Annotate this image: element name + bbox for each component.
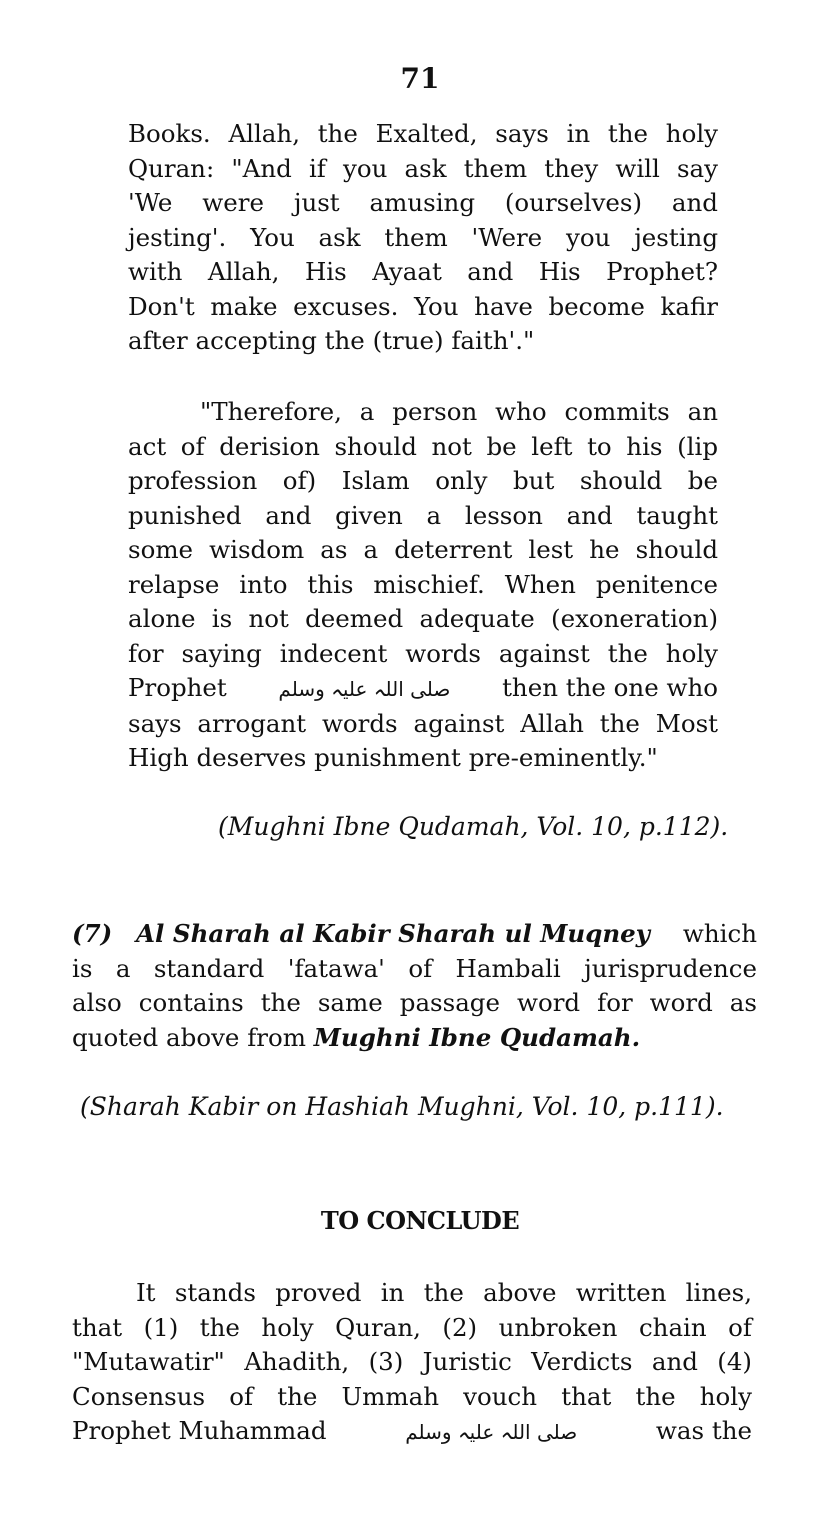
text-fragment: Prophet (128, 673, 227, 702)
page-number: 71 (400, 62, 440, 95)
text-line: profession of) Islam only but should be (128, 466, 718, 495)
citation-mughni: (Mughni Ibne Qudamah, Vol. 10, p.112). (218, 812, 729, 841)
text-line: "Therefore, a person who commits an (200, 397, 718, 426)
text-line: punished and given a lesson and taught (128, 500, 718, 530)
text-line: Don't make excuses. You have become kafir (128, 291, 718, 321)
text-line: some wisdom as a deterrent lest he should (128, 535, 718, 564)
item-7-title-line (72, 917, 757, 952)
paragraph-quran-quote (128, 117, 718, 359)
item-number: (7) (72, 919, 113, 948)
honorific-arabic: صلی اللہ علیہ وسلم (278, 677, 451, 701)
text-line: for saying indecent words against the holy (128, 638, 718, 668)
citation-sharah-kabir: (Sharah Kabir on Hashiah Mughni, Vol. 10, p.111). (80, 1092, 724, 1121)
text-line: Consensus of the Ummah vouch that the holy (72, 1381, 752, 1411)
text-line: jesting'. You ask them 'Were you jesting (128, 222, 718, 252)
text-line: High deserves punishment pre-eminently." (128, 743, 658, 772)
text-line: relapse into this mischief. When penitence (128, 569, 718, 599)
text-line: Quran: "And if you ask them they will say (128, 153, 718, 183)
text-line: after accepting the (true) faith'." (128, 326, 535, 355)
paragraph-conclusion (72, 1276, 752, 1450)
text-line: alone is not deemed adequate (exoneration) (128, 604, 718, 633)
item-7-heading (72, 917, 650, 952)
text-line: also contains the same passage word for word as (72, 988, 757, 1017)
honorific-arabic: صلی اللہ علیہ وسلم (405, 1420, 578, 1444)
text-line (72, 1021, 757, 1056)
prophet-line (128, 671, 718, 707)
source-title: Mughni Ibne Qudamah. (313, 1022, 641, 1052)
item-7-paragraph (72, 917, 757, 1055)
text-line: act of derision should not be left to his (lip (128, 431, 718, 461)
text-line: It stands proved in the above written lines, (136, 1278, 752, 1307)
text-line: 'We were just amusing (ourselves) and (128, 188, 718, 217)
prophet-line (72, 1414, 752, 1450)
section-heading: TO CONCLUDE (320, 1206, 520, 1235)
text-line: Books. Allah, the Exalted, says in the holy (128, 119, 718, 148)
item-title: Al Sharah al Kabir Sharah ul Muqney (136, 919, 650, 948)
paragraph-therefore (128, 395, 718, 776)
text-line: "Mutawatir" Ahadith, (3) Juristic Verdicts and (4) (72, 1347, 752, 1376)
text-fragment: was the (655, 1416, 752, 1445)
text-line: is a standard 'fatawa' of Hambali jurisprudence (72, 953, 757, 983)
text-line: says arrogant words against Allah the Most (128, 708, 718, 738)
text-line: with Allah, His Ayaat and His Prophet? (128, 257, 718, 286)
text-fragment: Prophet Muhammad (72, 1416, 327, 1445)
text-fragment: which (682, 919, 757, 948)
text-fragment: quoted above from (72, 1022, 306, 1052)
text-line: that (1) the holy Quran, (2) unbroken chain of (72, 1312, 752, 1342)
text-fragment: then the one who (502, 673, 718, 702)
